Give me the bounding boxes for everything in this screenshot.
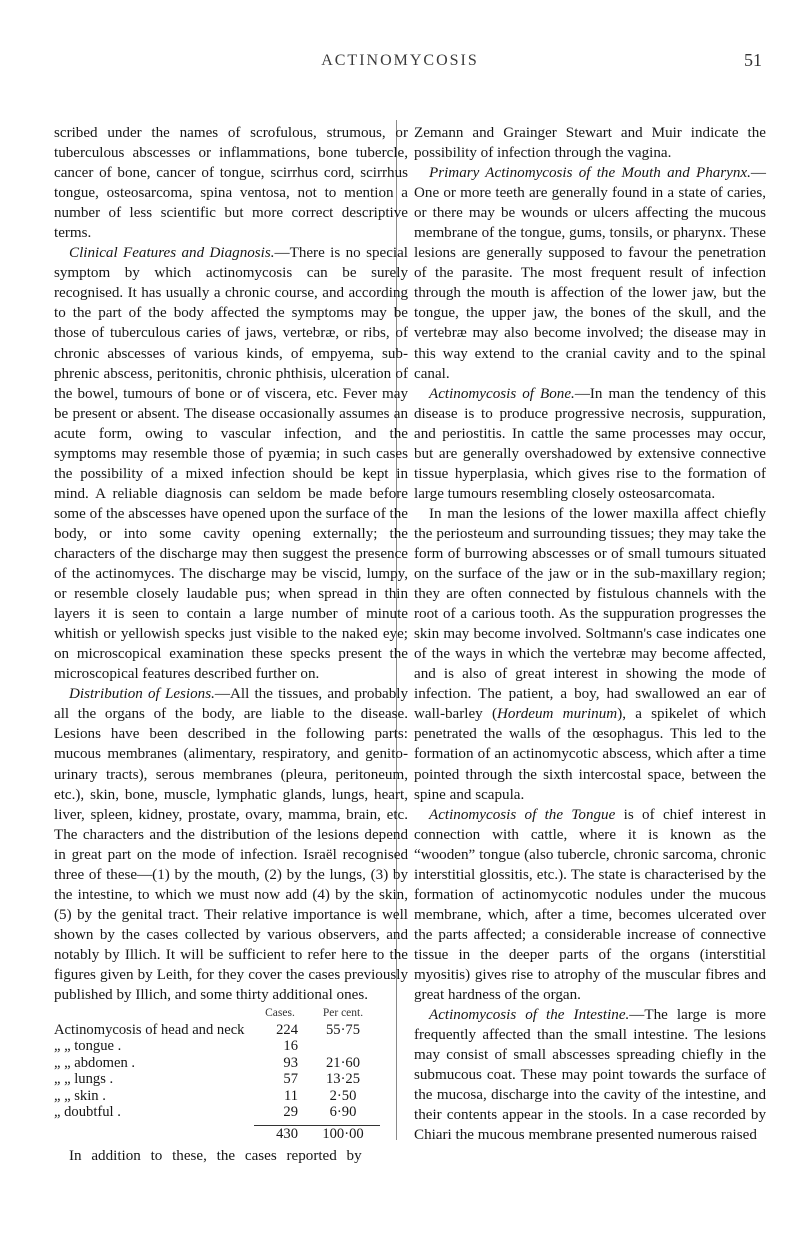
row-percent: 21·60 xyxy=(325,1054,361,1071)
section-heading: Clinical Features and Diagnosis. xyxy=(69,245,275,262)
section-heading: Actinomycosis of Bone. xyxy=(429,385,575,402)
paragraph-text: —One or more teeth are generally found in a state of caries, or there may be wounds or ulcers affecting the mucous membrane of the tongue, gums, tonsils, or pharynx. These lesions are generally supposed to favour the penetration of the parasite. The most frequent result of infection through the mouth is affection of the lower jaw, but the tongue, the upper jaw, the bones of the skull, and the vertebræ may also become involved; the disease may in this way extend to the cranial cavity and to the spinal canal. xyxy=(414,165,766,382)
total-percent: 100·00 xyxy=(306,1125,380,1143)
row-percent: 55·75 xyxy=(325,1021,361,1038)
page-header xyxy=(0,52,800,82)
table-row xyxy=(54,1088,408,1105)
row-percent: 2·50 xyxy=(329,1087,357,1104)
col-header-cases: Cases. xyxy=(265,1007,295,1020)
italic-term: Hordeum murinum xyxy=(496,706,618,723)
page-number: 51 xyxy=(744,50,762,70)
row-label: „ doubtful . xyxy=(54,1104,121,1121)
row-cases: 93 xyxy=(283,1054,298,1071)
row-label: „ „ abdomen . xyxy=(54,1054,136,1071)
section-heading: Actinomycosis of the Tongue xyxy=(429,806,616,823)
paragraph-text: In man the lesions of the lower maxilla affect chiefly the periosteum and surrounding tissues; they may take the form of burrowing abscesses or of small tumours situated on the surface of the jaw or in the sub-maxillary region; they are often connected by fistulous channels with the root of a carious tooth. As the suppuration progresses the skin may become involved. Soltmann's case indicates one of the ways in which the vertebræ may become affected, and is also of great interest in showing the mode of infection. The patient, a boy, had swallowed an ear of wall-barley ( xyxy=(414,505,766,723)
row-label: „ „ tongue . xyxy=(54,1038,122,1055)
paragraph-text: —All the tissues, and probably all the organs of the body, are liable to the disease. Lesions have been described in the following parts: mucous membranes (alimentary, respiratory, and genito-urinary tracts), serous membranes (pleura, peritoneum, etc.), skin, bone, muscle, lymphatic glands, lungs, heart, liver, spleen, kidney, prostate, ovary, mamma, brain, etc. The characters and the distribution of the lesions depend in great part on the mode of infection. Israël recognised three of these—(1) by the mouth, (2) by the lungs, (3) by the intestine, to which we must now add (4) by the skin, (5) by the genital tract. Their relative importance is well shown by the cases collected by various observers, and notably by Illich. It will be sufficient to refer here to the figures given by Leith, for they cover the cases previously published by Illich, and some thirty additional ones. xyxy=(54,686,409,1004)
paragraph: scribed under the names of scrofulous, strumous, or tuberculous abscesses or inflammations, bone tubercle, cancer of bone, cancer of tongue, scirrhus cord, scirrhus tongue, osteosarcoma, spina ventosa, not to mention a number of less scientific but more correct descriptive terms. xyxy=(54,125,408,242)
row-label: Actinomycosis of head and neck xyxy=(54,1021,245,1038)
row-percent: 13·25 xyxy=(325,1071,361,1088)
row-label: „ „ skin . xyxy=(54,1087,106,1104)
section-heading: Distribution of Lesions. xyxy=(69,686,215,703)
cases-table xyxy=(54,1005,408,1142)
paragraph-text: —In man the tendency of this disease is to produce progressive necrosis, suppuration, and periostitis. In cattle the same processes may occur, but are generally overshadowed by extensive connective tissue hyperplasia, which gives rise to the formation of large tumours resembling closely osteosarcomata. xyxy=(414,385,766,502)
paragraph-text: is of chief interest in connection with cattle, where it is known as the “wooden” tongue (also tubercle, chronic sarcoma, chronic interstitial glossitis, etc.). The state is characterised by the formation of actinomycotic nodules under the mucous membrane, which, after a time, becomes ulcerated over the parts affected; a considerable increase of connective tissue in the deeper parts of the organs (interstitial myositis) gives rise to atrophy of the muscular fibres and great hardness of the organ. xyxy=(414,806,766,1004)
table-row xyxy=(54,1022,408,1039)
left-column xyxy=(54,123,408,1166)
total-cases: 430 xyxy=(254,1125,306,1143)
right-column xyxy=(414,123,766,1145)
section-heading: Primary Actinomycosis of the Mouth and Pharynx. xyxy=(429,165,751,182)
paragraph xyxy=(54,243,408,684)
table-header xyxy=(54,1005,408,1022)
row-cases: 57 xyxy=(283,1071,298,1088)
paragraph xyxy=(414,163,766,384)
table-total-row xyxy=(54,1125,408,1143)
row-cases: 11 xyxy=(283,1087,298,1104)
paragraph-text: ), a spikelet of which penetrated the walls of the œsophagus. This led to the formation of an actinomycotic abscess, which after a time pointed through the sixth intercostal space, between the spine and scapula. xyxy=(414,706,766,803)
table-row xyxy=(54,1104,408,1121)
table-row xyxy=(54,1055,408,1072)
paragraph: Zemann and Grainger Stewart and Muir indicate the possibility of infection through the vagina. xyxy=(414,125,766,162)
paragraph: In addition to these, the cases reported by xyxy=(69,1148,362,1165)
col-header-percent: Per cent. xyxy=(322,1007,364,1020)
paragraph xyxy=(414,805,766,1005)
running-title: ACTINOMYCOSIS xyxy=(321,52,479,69)
row-cases: 29 xyxy=(283,1104,298,1121)
table-row xyxy=(54,1071,408,1088)
paragraph xyxy=(414,504,766,805)
section-heading: Actinomycosis of the Intestine. xyxy=(429,1007,630,1024)
paragraph xyxy=(54,684,408,1005)
table-row xyxy=(54,1038,408,1055)
paragraph-text: —The large is more frequently affected than the small intestine. The lesions may consist of small abscesses spreading chiefly in the submucous coat. These may point towards the surface of the mucosa, discharge into the cavity of the intestine, and their contents appear in the stools. In a case recorded by Chiari the mucous membrane presented numerous raised xyxy=(414,1007,767,1144)
row-label: „ „ lungs . xyxy=(54,1071,114,1088)
row-cases: 16 xyxy=(283,1038,298,1055)
row-cases: 224 xyxy=(276,1021,298,1038)
paragraph xyxy=(414,384,766,504)
paragraph xyxy=(414,1005,766,1145)
paragraph-text: —There is no special symptom by which actinomycosis can be surely recognised. It has usually a chronic course, and according to the part of the body affected the symptoms may be those of tuberculous caries of jaws, vertebræ, or ribs, of chronic abscesses of various kinds, of empyema, sub-phrenic abscess, peritonitis, chronic phthisis, ulceration of the bowel, tumours of bone or of viscera, etc. Fever may be present or absent. The disease occasionally assumes an acute form, owing to vascular infection, and the symptoms may resemble those of pyæmia; in such cases the possibility of a mixed infection should be kept in mind. A reliable diagnosis can seldom be made before some of the abscesses have opened upon the surface of the body, or into some cavity opening externally; the characters of the discharge may then suggest the presence of the actinomyces. The discharge may be viscid, lumpy, or resemble closely laudable pus; when spread in thin layers it is seen to contain a large number of minute whitish or yellowish specks just visible to the naked eye; on microscopical examination these specks present the microscopical features described further on. xyxy=(54,245,408,683)
row-percent: 6·90 xyxy=(329,1104,357,1121)
